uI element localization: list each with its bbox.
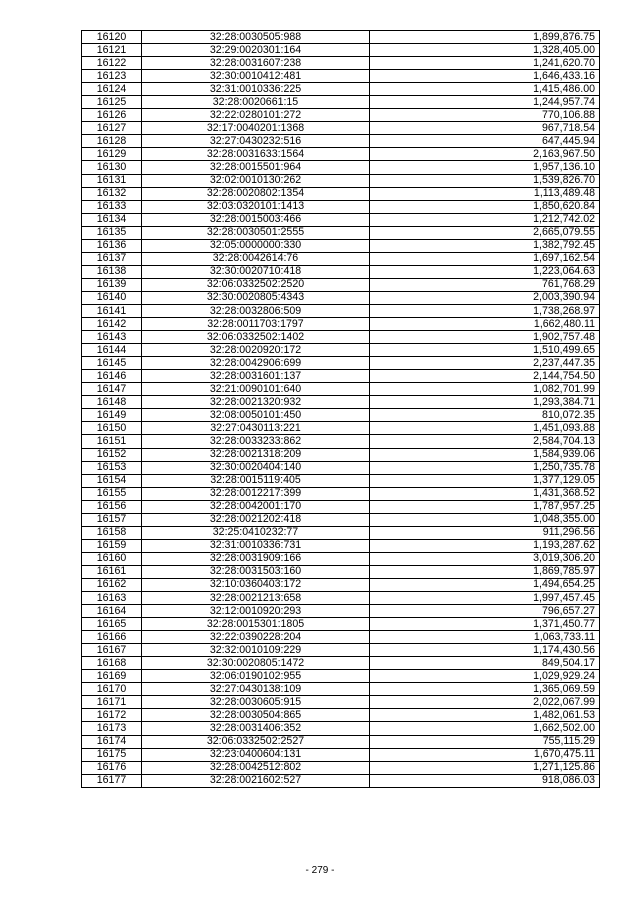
table-row (82, 696, 600, 709)
page-number: - 279 - (305, 865, 335, 876)
table-row (82, 409, 600, 422)
table-row (82, 70, 600, 83)
row-number-cell: 16121 (82, 44, 142, 57)
row-number-cell: 16134 (82, 213, 142, 226)
table-row (82, 644, 600, 657)
table-row (82, 57, 600, 70)
amount-cell: 2,163,967.50 (370, 148, 600, 161)
cadastral-number-cell: 32:28:0030605:915 (142, 696, 370, 709)
amount-cell: 1,415,486.00 (370, 83, 600, 96)
cadastral-number-cell: 32:28:0021213:658 (142, 592, 370, 605)
table-row (82, 383, 600, 396)
amount-cell: 1,662,502.00 (370, 722, 600, 735)
row-number-cell: 16173 (82, 722, 142, 735)
amount-cell: 1,244,957.74 (370, 96, 600, 109)
table-row (82, 278, 600, 291)
cadastral-number-cell: 32:30:0010412:481 (142, 70, 370, 83)
table-row (82, 265, 600, 278)
amount-cell: 967,718.54 (370, 122, 600, 135)
row-number-cell: 16177 (82, 774, 142, 787)
table-row (82, 526, 600, 539)
amount-cell: 3,019,306.20 (370, 552, 600, 565)
table-row (82, 657, 600, 670)
table-row (82, 748, 600, 761)
amount-cell: 1,377,129.05 (370, 474, 600, 487)
row-number-cell: 16153 (82, 461, 142, 474)
cadastral-number-cell: 32:28:0031406:352 (142, 722, 370, 735)
amount-cell: 918,086.03 (370, 774, 600, 787)
row-number-cell: 16151 (82, 435, 142, 448)
row-number-cell: 16139 (82, 278, 142, 291)
cadastral-number-cell: 32:28:0042614:76 (142, 252, 370, 265)
amount-cell: 1,082,701.99 (370, 383, 600, 396)
row-number-cell: 16144 (82, 344, 142, 357)
table-row (82, 187, 600, 200)
cadastral-number-cell: 32:22:0390228:204 (142, 631, 370, 644)
row-number-cell: 16150 (82, 422, 142, 435)
table-row (82, 396, 600, 409)
table-row (82, 291, 600, 304)
amount-cell: 647,445.94 (370, 135, 600, 148)
cadastral-number-cell: 32:28:0042001:170 (142, 500, 370, 513)
row-number-cell: 16174 (82, 735, 142, 748)
row-number-cell: 16142 (82, 318, 142, 331)
row-number-cell: 16163 (82, 592, 142, 605)
amount-cell: 1,584,939.06 (370, 448, 600, 461)
cadastral-number-cell: 32:28:0030501:2555 (142, 226, 370, 239)
cadastral-number-cell: 32:28:0032806:509 (142, 304, 370, 317)
table-row (82, 109, 600, 122)
cadastral-number-cell: 32:29:0020301:164 (142, 44, 370, 57)
table-row (82, 435, 600, 448)
amount-cell: 1,482,061.53 (370, 709, 600, 722)
cadastral-number-cell: 32:28:0011703:1797 (142, 318, 370, 331)
amount-cell: 1,371,450.77 (370, 618, 600, 631)
table-row (82, 709, 600, 722)
cadastral-number-cell: 32:28:0015501:964 (142, 161, 370, 174)
amount-cell: 849,504.17 (370, 657, 600, 670)
table-row (82, 161, 600, 174)
cadastral-number-cell: 32:28:0042512:802 (142, 761, 370, 774)
cadastral-number-cell: 32:28:0015003:466 (142, 213, 370, 226)
amount-cell: 1,193,287.62 (370, 539, 600, 552)
row-number-cell: 16140 (82, 291, 142, 304)
table-row (82, 304, 600, 317)
row-number-cell: 16124 (82, 83, 142, 96)
amount-cell: 2,022,067.99 (370, 696, 600, 709)
cadastral-number-cell: 32:30:0020404:140 (142, 461, 370, 474)
cadastral-number-cell: 32:28:0012217:399 (142, 487, 370, 500)
table-row (82, 96, 600, 109)
table-row (82, 213, 600, 226)
table-row (82, 474, 600, 487)
table-row (82, 44, 600, 57)
amount-cell: 1,670,475.11 (370, 748, 600, 761)
row-number-cell: 16125 (82, 96, 142, 109)
amount-cell: 2,237,447.35 (370, 357, 600, 370)
amount-cell: 1,662,480.11 (370, 318, 600, 331)
amount-cell: 2,584,704.13 (370, 435, 600, 448)
amount-cell: 1,510,499.65 (370, 344, 600, 357)
amount-cell: 1,113,489.48 (370, 187, 600, 200)
cadastral-number-cell: 32:28:0031503:160 (142, 565, 370, 578)
row-number-cell: 16167 (82, 644, 142, 657)
amount-cell: 1,250,735.78 (370, 461, 600, 474)
table-row (82, 670, 600, 683)
amount-cell: 1,241,620.70 (370, 57, 600, 70)
cadastral-number-cell: 32:28:0030504:865 (142, 709, 370, 722)
amount-cell: 2,003,390.94 (370, 291, 600, 304)
cadastral-number-cell: 32:30:0020805:1472 (142, 657, 370, 670)
cadastral-number-cell: 32:02:0010130:262 (142, 174, 370, 187)
amount-cell: 1,494,654.25 (370, 578, 600, 591)
row-number-cell: 16146 (82, 370, 142, 383)
table-row (82, 448, 600, 461)
table-row (82, 200, 600, 213)
row-number-cell: 16175 (82, 748, 142, 761)
amount-cell: 1,029,929.24 (370, 670, 600, 683)
row-number-cell: 16172 (82, 709, 142, 722)
cadastral-number-cell: 32:32:0010109:229 (142, 644, 370, 657)
table-row (82, 578, 600, 591)
amount-cell: 1,646,433.16 (370, 70, 600, 83)
table-row (82, 552, 600, 565)
row-number-cell: 16170 (82, 683, 142, 696)
amount-cell: 1,697,162.54 (370, 252, 600, 265)
amount-cell: 1,048,355.00 (370, 513, 600, 526)
row-number-cell: 16123 (82, 70, 142, 83)
cadastral-number-cell: 32:27:0430138:109 (142, 683, 370, 696)
amount-cell: 911,296.56 (370, 526, 600, 539)
amount-cell: 1,902,757.48 (370, 331, 600, 344)
table-row (82, 513, 600, 526)
registry-table (81, 30, 600, 788)
row-number-cell: 16133 (82, 200, 142, 213)
amount-cell: 770,106.88 (370, 109, 600, 122)
amount-cell: 1,328,405.00 (370, 44, 600, 57)
table-row (82, 761, 600, 774)
row-number-cell: 16152 (82, 448, 142, 461)
amount-cell: 1,063,733.11 (370, 631, 600, 644)
row-number-cell: 16161 (82, 565, 142, 578)
amount-cell: 761,768.29 (370, 278, 600, 291)
cadastral-number-cell: 32:28:0021202:418 (142, 513, 370, 526)
row-number-cell: 16158 (82, 526, 142, 539)
table-row (82, 31, 600, 44)
amount-cell: 1,957,136.10 (370, 161, 600, 174)
cadastral-number-cell: 32:28:0021320:932 (142, 396, 370, 409)
cadastral-number-cell: 32:28:0031909:166 (142, 552, 370, 565)
cadastral-number-cell: 32:06:0332502:2527 (142, 735, 370, 748)
table-row (82, 226, 600, 239)
row-number-cell: 16141 (82, 304, 142, 317)
amount-cell: 1,212,742.02 (370, 213, 600, 226)
amount-cell: 1,997,457.45 (370, 592, 600, 605)
table-row (82, 135, 600, 148)
table-row (82, 500, 600, 513)
row-number-cell: 16159 (82, 539, 142, 552)
row-number-cell: 16135 (82, 226, 142, 239)
cadastral-number-cell: 32:05:0000000:330 (142, 239, 370, 252)
cadastral-number-cell: 32:28:0042906:699 (142, 357, 370, 370)
row-number-cell: 16149 (82, 409, 142, 422)
table-row (82, 565, 600, 578)
table-row (82, 722, 600, 735)
cadastral-number-cell: 32:10:0360403:172 (142, 578, 370, 591)
cadastral-number-cell: 32:28:0020661:15 (142, 96, 370, 109)
row-number-cell: 16137 (82, 252, 142, 265)
table-row (82, 370, 600, 383)
cadastral-number-cell: 32:28:0033233:862 (142, 435, 370, 448)
cadastral-number-cell: 32:28:0015301:1805 (142, 618, 370, 631)
cadastral-number-cell: 32:31:0010336:731 (142, 539, 370, 552)
row-number-cell: 16129 (82, 148, 142, 161)
amount-cell: 1,293,384.71 (370, 396, 600, 409)
amount-cell: 1,382,792.45 (370, 239, 600, 252)
cadastral-number-cell: 32:28:0030505:988 (142, 31, 370, 44)
table-row (82, 252, 600, 265)
amount-cell: 2,665,079.55 (370, 226, 600, 239)
amount-cell: 1,539,826.70 (370, 174, 600, 187)
cadastral-number-cell: 32:03:0320101:1413 (142, 200, 370, 213)
cadastral-number-cell: 32:06:0332502:2520 (142, 278, 370, 291)
amount-cell: 1,869,785.97 (370, 565, 600, 578)
row-number-cell: 16168 (82, 657, 142, 670)
row-number-cell: 16131 (82, 174, 142, 187)
row-number-cell: 16138 (82, 265, 142, 278)
cadastral-number-cell: 32:30:0020710:418 (142, 265, 370, 278)
cadastral-number-cell: 32:06:0190102:955 (142, 670, 370, 683)
table-row (82, 461, 600, 474)
table-row (82, 592, 600, 605)
row-number-cell: 16127 (82, 122, 142, 135)
cadastral-number-cell: 32:28:0031633:1564 (142, 148, 370, 161)
amount-cell: 1,271,125.86 (370, 761, 600, 774)
table-row (82, 239, 600, 252)
amount-cell: 755,115.29 (370, 735, 600, 748)
amount-cell: 796,657.27 (370, 605, 600, 618)
amount-cell: 1,850,620.84 (370, 200, 600, 213)
row-number-cell: 16136 (82, 239, 142, 252)
row-number-cell: 16166 (82, 631, 142, 644)
row-number-cell: 16164 (82, 605, 142, 618)
table-row (82, 618, 600, 631)
amount-cell: 1,174,430.56 (370, 644, 600, 657)
table-row (82, 174, 600, 187)
cadastral-number-cell: 32:28:0015119:405 (142, 474, 370, 487)
table-row (82, 487, 600, 500)
table-row (82, 331, 600, 344)
cadastral-number-cell: 32:28:0021318:209 (142, 448, 370, 461)
row-number-cell: 16143 (82, 331, 142, 344)
cadastral-number-cell: 32:27:0430113:221 (142, 422, 370, 435)
row-number-cell: 16154 (82, 474, 142, 487)
row-number-cell: 16176 (82, 761, 142, 774)
registry-table-body (82, 31, 600, 788)
row-number-cell: 16128 (82, 135, 142, 148)
row-number-cell: 16130 (82, 161, 142, 174)
row-number-cell: 16145 (82, 357, 142, 370)
row-number-cell: 16122 (82, 57, 142, 70)
amount-cell: 1,223,064.63 (370, 265, 600, 278)
cadastral-number-cell: 32:28:0020802:1354 (142, 187, 370, 200)
cadastral-number-cell: 32:28:0020920:172 (142, 344, 370, 357)
cadastral-number-cell: 32:31:0010336:225 (142, 83, 370, 96)
cadastral-number-cell: 32:23:0400604:131 (142, 748, 370, 761)
row-number-cell: 16120 (82, 31, 142, 44)
row-number-cell: 16126 (82, 109, 142, 122)
table-row (82, 357, 600, 370)
row-number-cell: 16157 (82, 513, 142, 526)
table-row (82, 422, 600, 435)
table-row (82, 539, 600, 552)
amount-cell: 1,738,268.97 (370, 304, 600, 317)
cadastral-number-cell: 32:30:0020805:4343 (142, 291, 370, 304)
amount-cell: 1,431,368.52 (370, 487, 600, 500)
cadastral-number-cell: 32:21:0090101:640 (142, 383, 370, 396)
amount-cell: 1,787,957.25 (370, 500, 600, 513)
amount-cell: 1,451,093.88 (370, 422, 600, 435)
row-number-cell: 16147 (82, 383, 142, 396)
cadastral-number-cell: 32:28:0031607:238 (142, 57, 370, 70)
row-number-cell: 16169 (82, 670, 142, 683)
cadastral-number-cell: 32:17:0040201:1368 (142, 122, 370, 135)
row-number-cell: 16171 (82, 696, 142, 709)
table-row (82, 683, 600, 696)
amount-cell: 1,899,876.75 (370, 31, 600, 44)
cadastral-number-cell: 32:25:0410232:77 (142, 526, 370, 539)
amount-cell: 1,365,069.59 (370, 683, 600, 696)
table-row (82, 605, 600, 618)
cadastral-number-cell: 32:27:0430232:516 (142, 135, 370, 148)
row-number-cell: 16155 (82, 487, 142, 500)
table-row (82, 774, 600, 787)
cadastral-number-cell: 32:22:0280101:272 (142, 109, 370, 122)
table-row (82, 318, 600, 331)
table-row (82, 631, 600, 644)
cadastral-number-cell: 32:12:0010920:293 (142, 605, 370, 618)
table-row (82, 122, 600, 135)
table-row (82, 148, 600, 161)
row-number-cell: 16160 (82, 552, 142, 565)
table-row (82, 83, 600, 96)
row-number-cell: 16165 (82, 618, 142, 631)
amount-cell: 810,072.35 (370, 409, 600, 422)
row-number-cell: 16148 (82, 396, 142, 409)
cadastral-number-cell: 32:08:0050101:450 (142, 409, 370, 422)
amount-cell: 2,144,754.50 (370, 370, 600, 383)
cadastral-number-cell: 32:28:0021602:527 (142, 774, 370, 787)
table-row (82, 735, 600, 748)
cadastral-number-cell: 32:06:0332502:1402 (142, 331, 370, 344)
row-number-cell: 16132 (82, 187, 142, 200)
cadastral-number-cell: 32:28:0031601:137 (142, 370, 370, 383)
table-row (82, 344, 600, 357)
row-number-cell: 16162 (82, 578, 142, 591)
row-number-cell: 16156 (82, 500, 142, 513)
